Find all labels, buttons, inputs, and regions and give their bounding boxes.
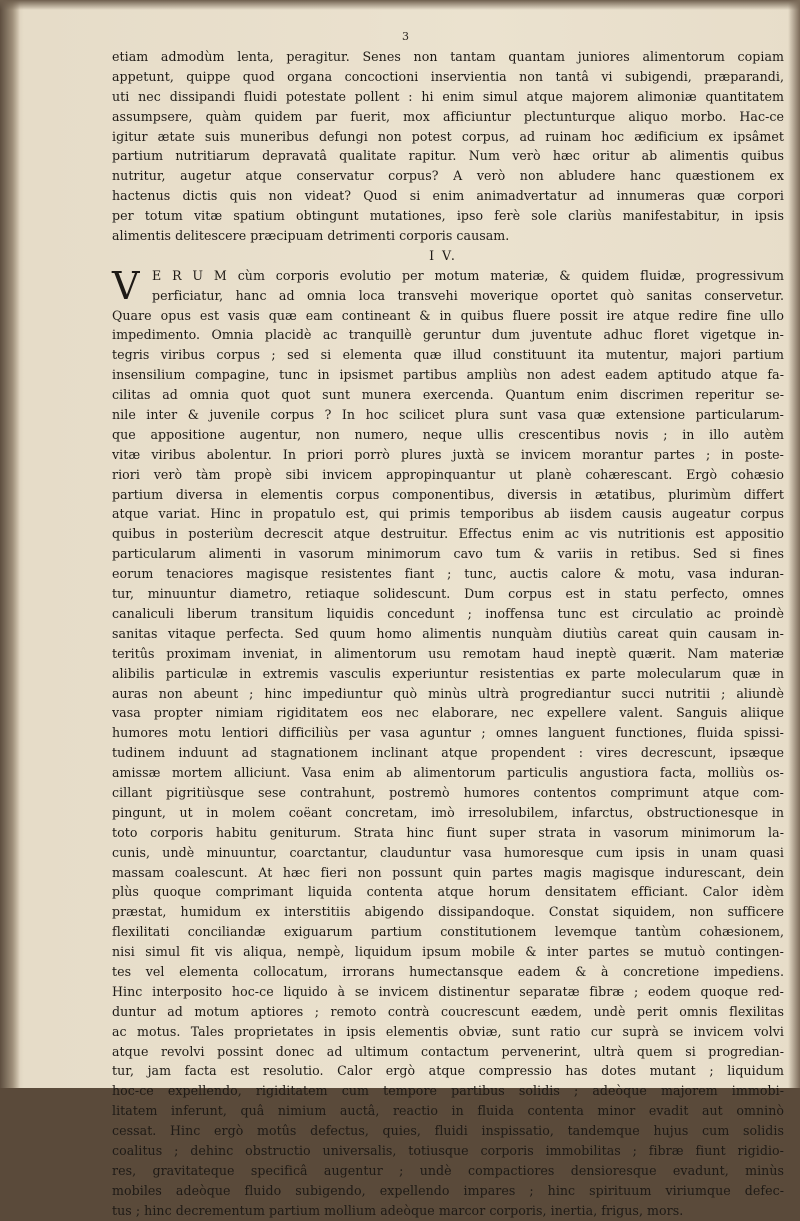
text-line: duntur ad motum aptiores ; remoto contrà coucrescunt eædem, undè perit omnis flexilitas <box>112 1003 784 1019</box>
page-number: 3 <box>402 30 409 43</box>
text-line: cunis, undè minuuntur, coarctantur, clauduntur vasa humoresque cum ipsis in unam quasi <box>112 844 784 860</box>
text-line: nile inter & juvenile corpus ? In hoc scilicet plura sunt vasa quæ extensione particularum- <box>112 407 784 423</box>
text-line: igitur ætate suis muneribus defungi non potest corpus, ad ruinam hoc ædificium ex ipsâmet <box>112 128 784 144</box>
section-heading: I V. <box>429 247 457 263</box>
text-line: partium diversa in elementis corpus componentibus, diversis in ætatibus, plurimùm differt <box>112 486 784 502</box>
text-line: riori verò tàm propè sibi invicem appropinquantur ut planè cohærescant. Ergò cohæsio <box>112 466 784 482</box>
text-line: mobiles adeòque fluido subigendo, expellendo impares ; hinc spirituum viriumque defec- <box>112 1182 784 1198</box>
text-line: sanitas vitaque perfecta. Sed quum homo alimentis nunquàm diutiùs careat quin causam in- <box>112 625 784 641</box>
drop-cap-block <box>112 263 784 308</box>
text-line: tudinem induunt ad stagnationem inclinant atque propendent : vires decrescunt, ipsæque <box>112 745 784 761</box>
text-line: quibus in posteriùm decrescit atque destruitur. Effectus enim ac vis nutritionis est appositio <box>112 526 784 542</box>
text-line: amissæ mortem alliciunt. Vasa enim ab alimentorum particulis angustiora facta, molliùs os- <box>112 765 784 781</box>
text-line: Quare opus est vasis quæ eam contineant & in quibus fluere possit ire atque redire fine ullo <box>112 307 784 323</box>
text-line: partium nutritiarum depravatâ qualitate rapitur. Num verò hæc oritur ab alimentis quibus <box>112 148 784 164</box>
text-line: teritûs proximam inveniat, in alimentorum usu remotam haud ineptè quærit. Nam materiæ <box>112 645 784 661</box>
text-line: impedimento. Omnia placidè ac tranquillè geruntur dum juventute adhuc floret vigetque in- <box>112 327 784 343</box>
text-line: tur, jam facta est resolutio. Calor ergò atque compressio has dotes mutant ; liquidum <box>112 1063 784 1079</box>
text-line: cilitas ad omnia quot quot sunt munera exercenda. Quantum enim discrimen reperitur se- <box>112 387 784 403</box>
text-line: tes vel elementa collocatum, irrorans humectansque eadem & à concretione impediens. <box>112 963 784 979</box>
text-line: appetunt, quippe quod organa concoctioni inservientia non tantâ vi subigendi, præparandi, <box>112 68 784 84</box>
text-line: humores motu lentiori difficiliùs per vasa aguntur ; omnes languent functiones, fluida spissi- <box>112 725 784 741</box>
text-line: cessat. Hinc ergò motûs defectus, quies, fluidi inspissatio, tandemque hujus cum solidis <box>112 1123 784 1139</box>
text-line: nutritur, augetur atque conservatur corpus? A verò non abludere hanc quæstionem ex <box>112 168 784 184</box>
text-line: insensilium compagine, tunc in ipsismet partibus ampliùs non adest eadem aptitudo atque fa- <box>112 367 784 383</box>
text-line: perficiatur, hanc ad omnia loca transvehi moverique oportet quò sanitas conservetur. <box>152 287 784 303</box>
text-line: hactenus dictis quis non videat? Quod si enim animadvertatur ad innumeras quæ corpori <box>112 188 784 204</box>
text-body <box>112 47 784 1221</box>
text-line: ac motus. Tales proprietates in ipsis elementis obviæ, sunt ratio cur suprà se invicem volvi <box>112 1023 784 1039</box>
text-line: particularum alimenti in vasorum minimorum cavo tum & variis in retibus. Sed si fines <box>112 546 784 562</box>
paragraph-2 <box>112 263 784 1221</box>
text-line: vasa propter nimiam rigiditatem eos nec elaborare, nec expellere valent. Sanguis aliique <box>112 705 784 721</box>
text-line: Hinc interposito hoc-ce liquido à se invicem distinentur separatæ fibræ ; eodem quoque red- <box>112 983 784 999</box>
text-line: vitæ viribus abolentur. In priori porrò plures juxtà se invicem morantur partes ; in poste- <box>112 446 784 462</box>
text-line: canaliculi liberum transitum liquidis concedunt ; inoffensa tunc est circulatio ac proindè <box>112 605 784 621</box>
text-line: per totum vitæ spatium obtingunt mutationes, ipso ferè sole clariùs manifestabitur, in ipsis <box>112 208 784 224</box>
text-line: tegris viribus corpus ; sed si elementa quæ illud constituunt ita mutentur, majori partium <box>112 347 784 363</box>
text-line: tur, minuuntur diametro, retiaque solidescunt. Dum corpus est in statu perfecto, omnes <box>112 586 784 602</box>
text-line: massam coalescunt. At hæc fieri non possunt quin partes magis magisque indurescant, dein <box>112 864 784 880</box>
text-line: que appositione augentur, non numero, neque ullis crescentibus novis ; in illo autèm <box>112 426 784 442</box>
text-line: alibilis particulæ in extremis vasculis experiuntur resistentias ex parte molecularum quæ in <box>112 665 784 681</box>
text-line: nisi simul fit vis aliqua, nempè, liquidum ipsum mobile & inter partes se mutuò contingen- <box>112 944 784 960</box>
drop-cap: V <box>112 263 140 308</box>
text-line: toto corporis habitu geniturum. Strata hinc fiunt super strata in vasorum minimorum la- <box>112 824 784 840</box>
text-line: atque variat. Hinc in propatulo est, qui primis temporibus ab iisdem causis augeatur corpus <box>112 506 784 522</box>
text-line: alimentis delitescere præcipuam detrimenti corporis causam. <box>112 228 510 244</box>
paragraph-2-lines <box>112 306 784 1221</box>
text-line: præstat, humidum ex interstitiis abigendo dissipandoque. Constat siquidem, non sufficere <box>112 904 784 920</box>
text-line: E R U M cùm corporis evolutio per motum materiæ, & quidem fluidæ, progressivum <box>152 267 784 283</box>
text-line: assumpsere, quàm quidem par fuerit, mox afficiuntur plectunturque aliquo morbo. Hac-ce <box>112 108 784 124</box>
text-line: auras non abeunt ; hinc impediuntur quò minùs ultrà progrediantur succi nutritii ; aliundè <box>112 685 784 701</box>
text-line: plùs quoque comprimant liquida contenta atque horum densitatem efficiant. Calor idèm <box>112 884 784 900</box>
page-binding-shadow <box>0 0 20 1088</box>
text-line: cillant pigritiùsque sese contrahunt, postremò humores contentos comprimunt atque com- <box>112 784 784 800</box>
text-line: atque revolvi possint donec ad ultimum contactum pervenerint, ultrà quem si progredian- <box>112 1043 784 1059</box>
page-right-shadow <box>788 0 800 1088</box>
text-line: hoc-ce expellendo, rigiditatem cum tempore partibus solidis ; adeòque majorem immobi- <box>112 1083 784 1099</box>
text-line: uti nec dissipandi fluidi potestate pollent : hi enim simul atque majorem alimoniæ quantitatem <box>112 88 784 104</box>
text-line: etiam admodùm lenta, peragitur. Senes non tantam quantam juniores alimentorum copiam <box>112 49 784 64</box>
text-line: eorum tenaciores magisque resistentes fiant ; tunc, auctis calore & motu, vasa induran- <box>112 566 784 582</box>
text-line: res, gravitateque specificâ augentur ; undè compactiores densioresque evadunt, minùs <box>112 1162 784 1178</box>
text-line: flexilitati conciliandæ exiguarum partium constitutionem levemque tantùm cohæsionem, <box>112 924 784 940</box>
paragraph-1 <box>112 47 784 246</box>
text-line: coalitus ; dehinc obstructio universalis, totiusque corporis immobilitas ; fibræ fiunt rigidio- <box>112 1142 784 1158</box>
text-line: pingunt, ut in molem coëant concretam, imò irresolubilem, infarctus, obstructionesque in <box>112 804 784 820</box>
text-line: tus ; hinc decrementum partium mollium adeòque marcor corporis, inertia, frigus, mors. <box>112 1202 684 1218</box>
page-top-shadow <box>0 0 800 10</box>
text-line: litatem inferunt, quâ nimium auctâ, reactio in fluida contenta minor evadit aut omninò <box>112 1103 784 1119</box>
